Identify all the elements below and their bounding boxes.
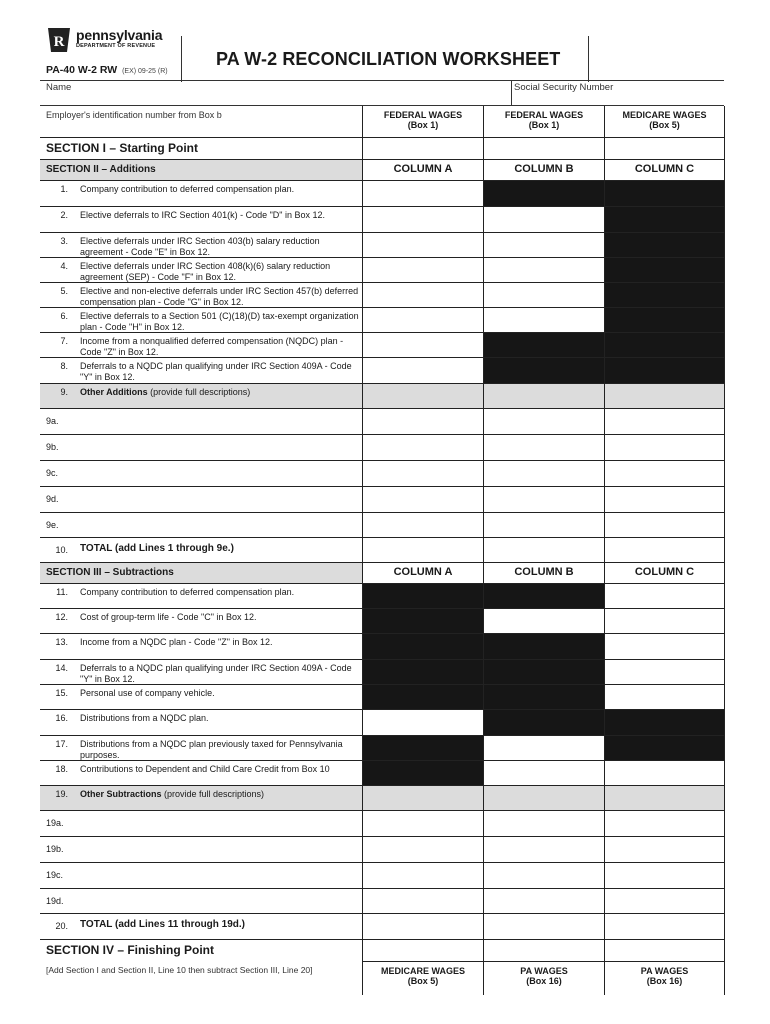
blocked-cell (483, 358, 604, 383)
line-row: 19. Other Subtractions (provide full descriptions) (40, 786, 725, 811)
input-cell-b[interactable] (483, 283, 604, 307)
sub-line-row (40, 435, 725, 461)
finishing-cell-a[interactable]: MEDICARE WAGES (Box 5) (362, 961, 483, 995)
input-cell-b[interactable] (483, 889, 604, 913)
shaded-cell (483, 384, 604, 408)
input-cell-b[interactable] (483, 258, 604, 282)
blocked-cell (362, 634, 483, 659)
sub-line-row (40, 409, 725, 435)
description-field[interactable]: 9d. (46, 494, 59, 504)
input-cell-c[interactable] (604, 435, 725, 460)
input-cell-c[interactable] (604, 889, 725, 913)
page-title: PA W-2 RECONCILIATION WORKSHEET (216, 49, 561, 69)
blocked-cell (604, 233, 725, 257)
shaded-cell (604, 384, 725, 408)
section-title: SECTION III – Subtractions (46, 567, 174, 578)
blocked-cell (604, 736, 725, 760)
sub-line-row (40, 487, 725, 513)
blocked-cell (362, 609, 483, 633)
blocked-cell (604, 333, 725, 357)
column-head-b: FEDERAL WAGES (Box 1) (483, 106, 604, 137)
input-cell-c[interactable] (604, 487, 725, 512)
column-c-label: COLUMN C (604, 160, 725, 180)
blocked-cell (483, 660, 604, 684)
column-a-label: COLUMN A (362, 160, 483, 180)
line-row: 9. Other Additions (provide full descriptions) (40, 384, 725, 409)
input-cell-b[interactable] (483, 736, 604, 760)
blocked-cell (483, 584, 604, 608)
input-cell-a[interactable] (362, 461, 483, 486)
svg-text:R: R (53, 34, 65, 50)
line-row: 8. Deferrals to a NQDC plan qualifying under IRC Section 409A - Code "Y" in Box 12. (40, 358, 725, 384)
input-cell-c[interactable] (604, 660, 725, 684)
blocked-cell (604, 283, 725, 307)
blocked-cell (362, 685, 483, 709)
blocked-cell (604, 308, 725, 332)
blocked-cell (483, 685, 604, 709)
input-cell-a[interactable] (362, 409, 483, 434)
column-b-label: COLUMN B (483, 563, 604, 583)
description-field[interactable]: 19a. (46, 818, 64, 828)
input-cell-a[interactable] (362, 513, 483, 537)
input-cell-c[interactable] (604, 761, 725, 785)
input-cell-a[interactable] (362, 283, 483, 307)
worksheet-grid (40, 106, 725, 995)
input-cell-a[interactable] (362, 233, 483, 257)
line-row: 15. Personal use of company vehicle. (40, 685, 725, 710)
section-title: SECTION I – Starting Point (46, 141, 199, 155)
line-row: 18. Contributions to Dependent and Child Care Credit from Box 10 (40, 761, 725, 786)
sub-line-row (40, 513, 725, 538)
input-cell-a[interactable] (362, 889, 483, 913)
blocked-cell (483, 710, 604, 735)
input-cell-b[interactable] (483, 233, 604, 257)
description-field[interactable]: 9b. (46, 442, 59, 452)
input-cell-a[interactable] (362, 837, 483, 862)
input-cell-c[interactable] (604, 138, 725, 159)
input-cell-b[interactable] (483, 461, 604, 486)
divider (588, 36, 589, 82)
input-cell-b[interactable] (483, 837, 604, 862)
divider (511, 80, 512, 106)
blocked-cell (604, 358, 725, 383)
input-cell-c[interactable] (604, 584, 725, 608)
input-cell-a[interactable] (362, 207, 483, 232)
blocked-cell (604, 181, 725, 206)
line-row: 12. Cost of group-term life - Code "C" in Box 12. (40, 609, 725, 634)
total-cell-b[interactable] (483, 914, 604, 939)
total-row: 20. TOTAL (add Lines 11 through 19d.) (40, 914, 725, 940)
input-cell-b[interactable] (483, 138, 604, 159)
line-row: 7. Income from a nonqualified deferred compensation (NQDC) plan - Code "Z" in Box 12. (40, 333, 725, 358)
input-cell-b[interactable] (483, 207, 604, 232)
shaded-cell (362, 786, 483, 810)
line-row: 14. Deferrals to a NQDC plan qualifying under IRC Section 409A - Code "Y" in Box 12. (40, 660, 725, 685)
input-cell-c[interactable] (604, 609, 725, 633)
section-3-header (40, 563, 725, 584)
input-cell-b[interactable] (483, 435, 604, 460)
input-cell-b[interactable] (483, 609, 604, 633)
shaded-cell (483, 786, 604, 810)
form-revision: (EX) 09-25 (R) (122, 68, 168, 75)
divider (181, 36, 182, 82)
total-cell-c[interactable] (604, 914, 725, 939)
input-cell-a[interactable] (362, 258, 483, 282)
input-cell-c[interactable] (604, 863, 725, 888)
line-row: 1. Company contribution to deferred compensation plan. (40, 181, 725, 207)
input-cell-b[interactable] (483, 308, 604, 332)
description-field[interactable]: 19d. (46, 896, 64, 906)
total-row: 10. TOTAL (add Lines 1 through 9e.) (40, 538, 725, 563)
input-cell-a[interactable] (362, 811, 483, 836)
department-name: DEPARTMENT OF REVENUE (76, 43, 156, 49)
shaded-cell (604, 786, 725, 810)
sub-line-row (40, 889, 725, 914)
line-row: 4. Elective deferrals under IRC Section 408(k)(6) salary reduction agreement (SEP) - Code "F" in Box 12. (40, 258, 725, 283)
input-cell-a[interactable] (362, 308, 483, 332)
input-cell-c[interactable] (604, 513, 725, 537)
section-4-title-row (40, 940, 725, 961)
blocked-cell (483, 181, 604, 206)
input-cell-c[interactable] (604, 461, 725, 486)
blocked-cell (362, 736, 483, 760)
input-cell-a[interactable] (362, 358, 483, 383)
column-b-label: COLUMN B (483, 160, 604, 180)
blocked-cell (483, 634, 604, 659)
keystone-logo-icon (46, 26, 72, 54)
input-cell-b[interactable] (483, 863, 604, 888)
input-cell-c[interactable] (604, 634, 725, 659)
column-head-c: MEDICARE WAGES (Box 5) (604, 106, 725, 137)
employer-id-label: Employer's identification number from Box b (46, 110, 222, 120)
input-cell-a[interactable] (362, 333, 483, 357)
form-header (0, 0, 770, 100)
input-cell-c[interactable] (604, 409, 725, 434)
input-cell-b[interactable] (483, 487, 604, 512)
finishing-cell-b[interactable]: PA WAGES (Box 16) (483, 961, 604, 995)
form-number: PA-40 W-2 RW (46, 64, 118, 76)
line-row: 11. Company contribution to deferred compensation plan. (40, 584, 725, 609)
description-field[interactable]: 9c. (46, 468, 59, 478)
description-field[interactable]: 9a. (46, 416, 59, 426)
description-field[interactable]: 19c. (46, 870, 64, 880)
blocked-cell (362, 660, 483, 684)
line-row: 16. Distributions from a NQDC plan. (40, 710, 725, 736)
input-cell-a[interactable] (362, 435, 483, 460)
input-cell-b[interactable] (483, 761, 604, 785)
blocked-cell (604, 710, 725, 735)
ssn-label: Social Security Number (514, 82, 614, 93)
total-cell-b[interactable] (483, 538, 604, 562)
description-field[interactable]: 19b. (46, 844, 64, 854)
column-c-label: COLUMN C (604, 563, 725, 583)
form-id (46, 64, 168, 76)
input-cell-c[interactable] (604, 837, 725, 862)
finishing-cell-c[interactable]: PA WAGES (Box 16) (604, 961, 725, 995)
line-row: 17. Distributions from a NQDC plan previously taxed for Pennsylvania purposes. (40, 736, 725, 761)
line-row: 5. Elective and non-elective deferrals under IRC Section 457(b) deferred compensation plan - Code "G" in Box 12. (40, 283, 725, 308)
sub-line-row (40, 461, 725, 487)
blocked-cell (362, 761, 483, 785)
column-a-label: COLUMN A (362, 563, 483, 583)
total-cell-a[interactable] (362, 538, 483, 562)
section-title: SECTION II – Additions (46, 164, 156, 175)
input-cell-b[interactable] (483, 409, 604, 434)
employer-row (40, 106, 725, 138)
section-4-row (40, 961, 725, 995)
divider (40, 80, 724, 81)
sub-line-row (40, 837, 725, 863)
blocked-cell (362, 584, 483, 608)
name-label: Name (46, 82, 72, 93)
column-head-a: FEDERAL WAGES (Box 1) (362, 106, 483, 137)
input-cell-b[interactable] (483, 811, 604, 836)
section-2-header (40, 160, 725, 181)
shaded-cell (362, 384, 483, 408)
line-row: 3. Elective deferrals under IRC Section 403(b) salary reduction agreement - Code "E" in Box 12. (40, 233, 725, 258)
brand-name: pennsylvania (76, 27, 163, 43)
section-1-row (40, 138, 725, 160)
total-cell-c[interactable] (604, 538, 725, 562)
input-cell-c[interactable] (604, 685, 725, 709)
input-cell-a[interactable] (362, 487, 483, 512)
input-cell-a[interactable] (362, 138, 483, 159)
input-cell-a[interactable] (362, 181, 483, 206)
sub-line-row (40, 863, 725, 889)
input-cell-a[interactable] (362, 863, 483, 888)
finishing-instruction: [Add Section I and Section II, Line 10 then subtract Section III, Line 20] (46, 965, 313, 975)
line-row: 2. Elective deferrals to IRC Section 401(k) - Code "D" in Box 12. (40, 207, 725, 233)
blocked-cell (604, 207, 725, 232)
line-row: 6. Elective deferrals to a Section 501 (C)(18)(D) tax-exempt organization plan - Code "H" in Box 12. (40, 308, 725, 333)
input-cell-a[interactable] (362, 710, 483, 735)
blocked-cell (604, 258, 725, 282)
input-cell-c[interactable] (604, 811, 725, 836)
description-field[interactable]: 9e. (46, 520, 59, 530)
input-cell-b[interactable] (483, 513, 604, 537)
section-title: SECTION IV – Finishing Point (46, 943, 215, 957)
sub-line-row (40, 811, 725, 837)
total-cell-a[interactable] (362, 914, 483, 939)
line-row: 13. Income from a NQDC plan - Code "Z" in Box 12. (40, 634, 725, 660)
blocked-cell (483, 333, 604, 357)
